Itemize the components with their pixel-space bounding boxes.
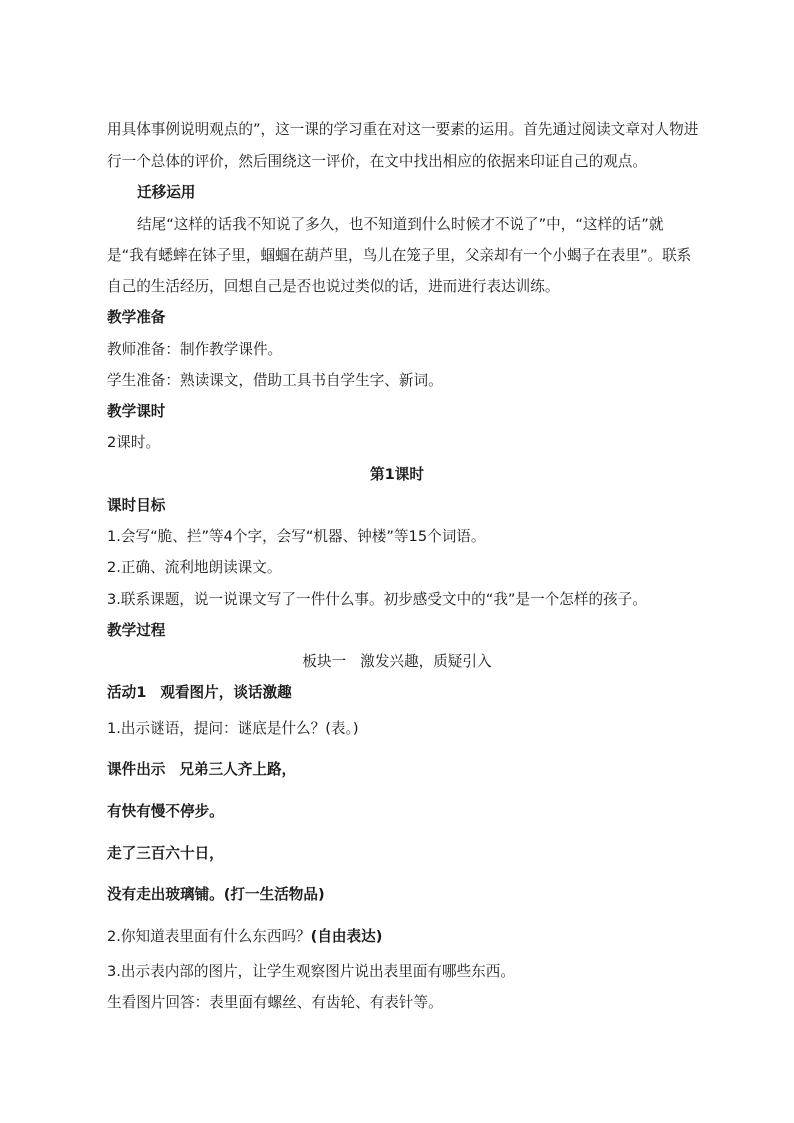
paragraph-line: 用具体事例说明观点的”，这一课的学习重在对这一要素的运用。首先通过阅读文章对人物进 bbox=[107, 121, 699, 138]
courseware-label: 课件出示 bbox=[107, 761, 166, 778]
section-heading: 课时目标 bbox=[107, 497, 166, 514]
list-item: 3.出示表内部的图片，让学生观察图片说出表里面有哪些东西。 bbox=[107, 963, 515, 980]
section-heading: 教学准备 bbox=[107, 309, 166, 326]
riddle-line: 没有走出玻璃铺。(打一生活物品) bbox=[107, 886, 325, 903]
question-note: (自由表达) bbox=[310, 928, 383, 945]
paragraph-line: 2课时。 bbox=[107, 434, 161, 451]
question-text: 2.你知道表里面有什么东西吗？ bbox=[107, 928, 311, 945]
paragraph-line: 是“我有蟋蟀在钵子里，蝈蝈在葫芦里，鸟儿在笼子里，父亲却有一个小蝎子在表里”。联系 bbox=[107, 247, 692, 264]
riddle-line: 走了三百六十日， bbox=[107, 845, 224, 862]
paragraph-line: 结尾“这样的话我不知说了多久，也不知道到什么时候才不说了”中，“这样的话”就 bbox=[137, 216, 664, 233]
block-label: 板块一 bbox=[302, 653, 347, 670]
list-item: 3.联系课题，说一说课文写了一件什么事。初步感受文中的“我”是一个怎样的孩子。 bbox=[107, 591, 647, 608]
riddle-line: 有快有慢不停步。 bbox=[107, 803, 224, 820]
block-heading bbox=[0, 652, 794, 672]
activity-title: 观看图片，谈话激趣 bbox=[160, 684, 292, 701]
paragraph-line: 教师准备：制作教学课件。 bbox=[107, 341, 283, 358]
courseware-line bbox=[107, 760, 296, 780]
paragraph-line: 学生准备：熟读课文，借助工具书自学生字、新词。 bbox=[107, 372, 443, 389]
paragraph-line: 自己的生活经历，回想自己是否也说过类似的话，进而进行表达训练。 bbox=[107, 278, 560, 295]
paragraph-line: 生看图片回答：表里面有螺丝、有齿轮、有表针等。 bbox=[107, 994, 443, 1011]
list-item: 1.会写“脆、拦”等4个字，会写“机器、钟楼”等15个词语。 bbox=[107, 528, 486, 545]
activity-label: 活动1 bbox=[107, 684, 147, 701]
paragraph-line: 行一个总体的评价，然后围绕这一评价，在文中找出相应的依据来印证自己的观点。 bbox=[107, 153, 647, 170]
list-item: 1.出示谜语，提问：谜底是什么？(表。) bbox=[107, 720, 359, 737]
activity-heading bbox=[107, 683, 292, 703]
section-heading: 教学课时 bbox=[107, 403, 166, 420]
lesson-title: 第1课时 bbox=[370, 466, 424, 483]
list-item bbox=[107, 927, 382, 947]
list-item: 2.正确、流利地朗读课文。 bbox=[107, 559, 282, 576]
section-heading: 教学过程 bbox=[107, 622, 166, 639]
riddle-line: 兄弟三人齐上路， bbox=[179, 761, 297, 778]
section-heading: 迁移运用 bbox=[137, 184, 196, 201]
block-title: 激发兴趣，质疑引入 bbox=[360, 653, 492, 670]
